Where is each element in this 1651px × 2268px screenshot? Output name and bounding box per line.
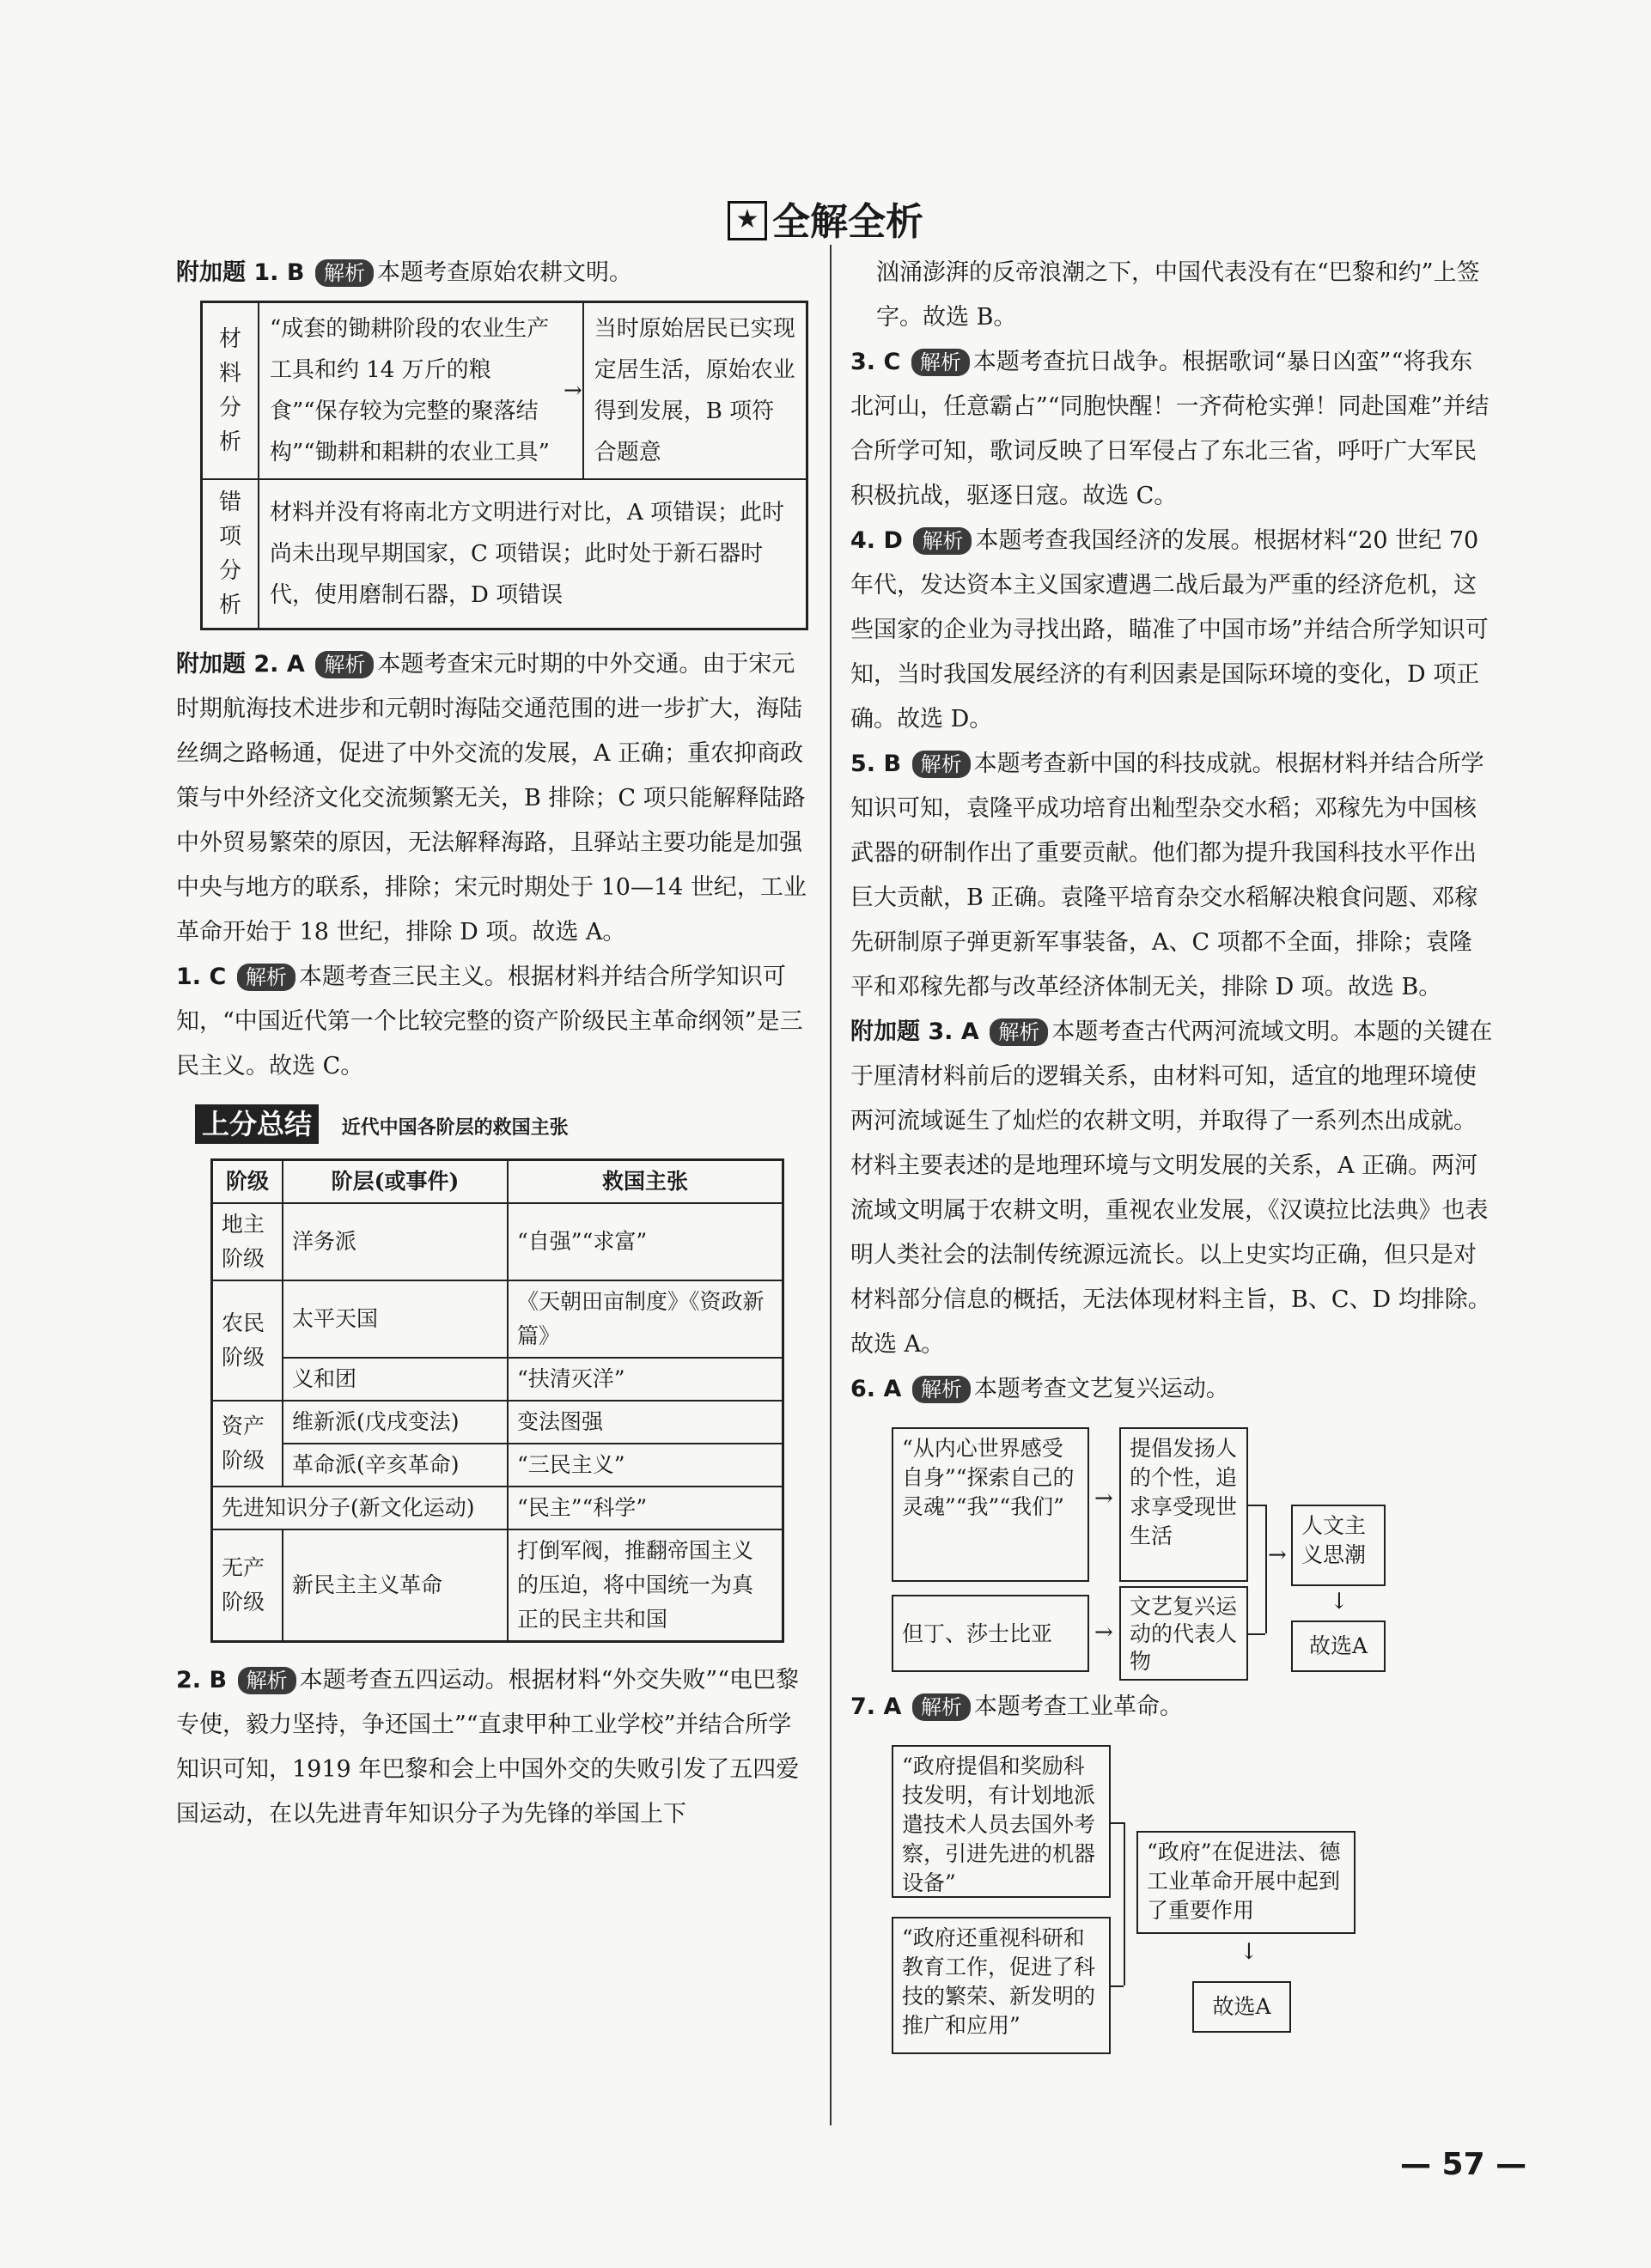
flowchart-7 [874,1736,1495,2063]
table-header: 阶级 [212,1160,283,1204]
question-text: 本题考查抗日战争。根据歌词“暴日凶蛮”“将我东北河山，任意霸占”“同胞快醒！一齐荷枪实弹！同赴国难”并结合所学可知，歌词反映了日军侵占了东北三省，呼吁广大军民积极抗战，驱逐日寇。故选 C。 [850,349,1490,509]
bracket-line [1111,1822,1124,1824]
question-number: 附加题 3. A [850,1018,979,1045]
table-row [212,1487,783,1529]
table-header: 救国主张 [508,1160,783,1204]
flow-box: “政府还重视科研和教育工作，促进了科技的繁荣、新发明的推广和应用” [892,1917,1111,2054]
question-5 [850,742,1495,1010]
wrong-option-label: 错项分析 [202,479,259,629]
material-quote-cell: “成套的锄耕阶段的农业生产工具和约 14 万斤的粮食”“保存较为完整的聚落结构”“锄耕和耜耕的农业工具” [259,302,564,480]
flowchart-6 [874,1419,1495,1676]
claim-cell: 变法图强 [508,1401,783,1444]
question-number: 4. D [850,527,903,554]
question-6 [850,1367,1495,1412]
question-number: 7. A [850,1693,902,1720]
right-column [850,251,1495,2071]
summary-heading [195,1104,812,1150]
question-a1 [176,251,812,295]
left-column [176,251,812,1837]
question-a3 [850,1010,1495,1367]
table-row [212,1203,783,1280]
arrow-right-icon: → [1094,1620,1113,1645]
analysis-badge: 解析 [315,651,374,678]
question-text: 本题考查文艺复兴运动。 [973,1376,1229,1402]
table-row [212,1529,783,1642]
analysis-badge: 解析 [912,1376,971,1403]
question-number: 6. A [850,1376,902,1402]
question-number: 3. C [850,349,901,375]
analysis-badge: 解析 [912,751,971,778]
arrow-down-icon: ↓ [1240,1939,1258,1965]
flow-box: 提倡发扬人的个性，追求享受现世生活 [1119,1427,1248,1582]
group-cell: 新民主主义革命 [283,1529,508,1642]
flow-box: 文艺复兴运动的代表人物 [1119,1586,1248,1681]
flow-box: “从内心世界感受自身”“探索自己的灵魂”“我”“我们” [892,1427,1089,1582]
wrong-option-cell: 材料并没有将南北方文明进行对比，A 项错误；此时尚未出现早期国家，C 项错误；此时处于新石器时代，使用磨制石器，D 项错误 [259,479,807,629]
claim-cell: 《天朝田亩制度》《资政新篇》 [508,1280,783,1358]
question-number: 5. B [850,751,902,777]
question-a2 [176,642,812,955]
summary-label: 上分总结 [195,1104,319,1144]
summary-table [210,1158,784,1643]
bracket-line [1248,1633,1265,1635]
question-text: 本题考查三民主义。根据材料并结合所学知识可知，“中国近代第一个比较完整的资产阶级民主革命纲领”是三民主义。故选 C。 [176,964,803,1079]
claim-cell: “三民主义” [508,1444,783,1487]
question-text: 本题考查古代两河流域文明。本题的关键在于厘清材料前后的逻辑关系，由材料可知，适宜的地理环境使两河流域诞生了灿烂的农耕文明，并取得了一系列杰出成就。材料主要表述的是地理环境与文明发展的关系，A 正确。两河流域文明属于农耕文明，重视农业发展，《汉谟拉比法典》也表明人类社会的法制传统源远流长。以上史实均正确，但只是对材料部分信息的概括，无法体现材料主旨，B、C、D 均排除。故选 A。 [850,1018,1493,1358]
arrow-down-icon: ↓ [1330,1589,1349,1614]
claim-cell: “自强”“求富” [508,1203,783,1280]
question-number: 附加题 1. B [176,259,305,286]
bracket-line [1248,1505,1265,1506]
title-text: 全解全析 [772,200,923,244]
flow-box: “政府提倡和奖励科技发明，有计划地派遣技术人员去国外考察，引进先进的机器设备” [892,1745,1111,1898]
bracket-line [1265,1505,1267,1633]
analysis-badge: 解析 [237,964,295,991]
summary-subtitle: 近代中国各阶层的救国主张 [341,1116,569,1139]
material-analysis-label: 材料分析 [202,302,259,480]
flow-box: 但丁、莎士比亚 [892,1595,1089,1672]
class-cell: 资产阶级 [212,1401,283,1487]
star-box-icon: ★ [728,201,767,240]
class-cell: 农民阶级 [212,1280,283,1401]
claim-cell: “扶清灭洋” [508,1358,783,1401]
group-cell: 太平天国 [283,1280,508,1358]
question-2-continued: 汹涌澎湃的反帝浪潮之下，中国代表没有在“巴黎和约”上签字。故选 B。 [876,259,1480,331]
question-4 [850,519,1495,742]
table-header: 阶层(或事件) [283,1160,508,1204]
question-7 [850,1685,1495,1730]
flow-box: 人文主义思潮 [1291,1505,1386,1586]
question-text: 本题考查新中国的科技成就。根据材料并结合所学知识可知，袁隆平成功培育出籼型杂交水稻；邓稼先为中国核武器的研制作出了重要贡献。他们都为提升我国科技水平作出巨大贡献，B 正确。袁隆平培育杂交水稻解决粮食问题、邓稼先研制原子弹更新军事装备，A、C 项都不全面，排除；袁隆平和邓稼先都与改革经济体制无关，排除 D 项。故选 B。 [850,751,1484,1000]
claim-cell: “民主”“科学” [508,1487,783,1529]
question-text: 本题考查五四运动。根据材料“外交失败”“电巴黎专使，毅力坚持，争还国土”“直隶甲种工业学校”并结合所学知识可知，1919 年巴黎和会上中国外交的失败引发了五四爱国运动，在以先进青年知识分子为先锋的举国上下 [176,1667,800,1827]
group-cell: 先进知识分子(新文化运动) [212,1487,509,1529]
group-cell: 洋务派 [283,1203,508,1280]
material-conclusion-cell: 当时原始居民已实现定居生活，原始农业得到发展，B 项符合题意 [583,302,807,480]
analysis-badge: 解析 [990,1018,1048,1046]
arrow-right-icon: → [1268,1542,1287,1568]
question-3 [850,340,1495,519]
question-text: 本题考查宋元时期的中外交通。由于宋元时期航海技术进步和元朝时海陆交通范围的进一步扩大，海陆丝绸之路畅通，促进了中外交流的发展，A 正确；重农抑商政策与中外经济文化交流频繁无关，B 排除；C 项只能解释陆路中外贸易繁荣的原因，无法解释海路，且驿站主要功能是加强中央与地方的联系，排除；宋元时期处于 10—14 世纪，工业革命开始于 18 世纪，排除 D 项。故选 A。 [176,651,807,946]
question-1 [176,955,812,1089]
question-number: 2. B [176,1667,228,1693]
arrow-right-icon: → [564,302,583,480]
flow-box: “政府”在促进法、德工业革命开展中起到了重要作用 [1136,1831,1356,1934]
column-divider [830,245,832,2125]
table-row [212,1358,783,1401]
question-text: 本题考查原始农耕文明。 [377,259,633,286]
claim-cell: 打倒军阀，推翻帝国主义的压迫，将中国统一为真正的民主共和国 [508,1529,783,1642]
question-text: 本题考查我国经济的发展。根据材料“20 世纪 70 年代，发达资本主义国家遭遇二战后最为严重的经济危机，这些国家的企业为寻找出路，瞄准了中国市场”并结合所学知识可知，当时我国发展经济的有利因素是国际环境的变化，D 项正确。故选 D。 [850,527,1489,733]
class-cell: 无产阶级 [212,1529,283,1642]
arrow-right-icon: → [1094,1486,1113,1511]
table-row [212,1444,783,1487]
analysis-badge: 解析 [315,259,374,287]
bracket-line [1111,1985,1124,1987]
flow-box: 故选A [1291,1620,1386,1672]
flow-box: 故选A [1192,1981,1291,2033]
group-cell: 义和团 [283,1358,508,1401]
question-text: 本题考查工业革命。 [973,1693,1183,1720]
question-number: 1. C [176,964,227,990]
group-cell: 维新派(戊戌变法) [283,1401,508,1444]
analysis-badge: 解析 [911,349,970,376]
group-cell: 革命派(辛亥革命) [283,1444,508,1487]
analysis-badge: 解析 [913,527,972,555]
page-title [0,191,1651,246]
analysis-table [200,301,808,630]
table-row [212,1280,783,1358]
analysis-badge: 解析 [912,1693,971,1721]
question-number: 附加题 2. A [176,651,305,678]
class-cell: 地主阶级 [212,1203,283,1280]
page-number: — 57 — [1400,2147,1527,2182]
bracket-line [1124,1822,1125,1985]
table-row [212,1401,783,1444]
analysis-badge: 解析 [238,1667,296,1694]
question-2 [176,1658,812,1837]
